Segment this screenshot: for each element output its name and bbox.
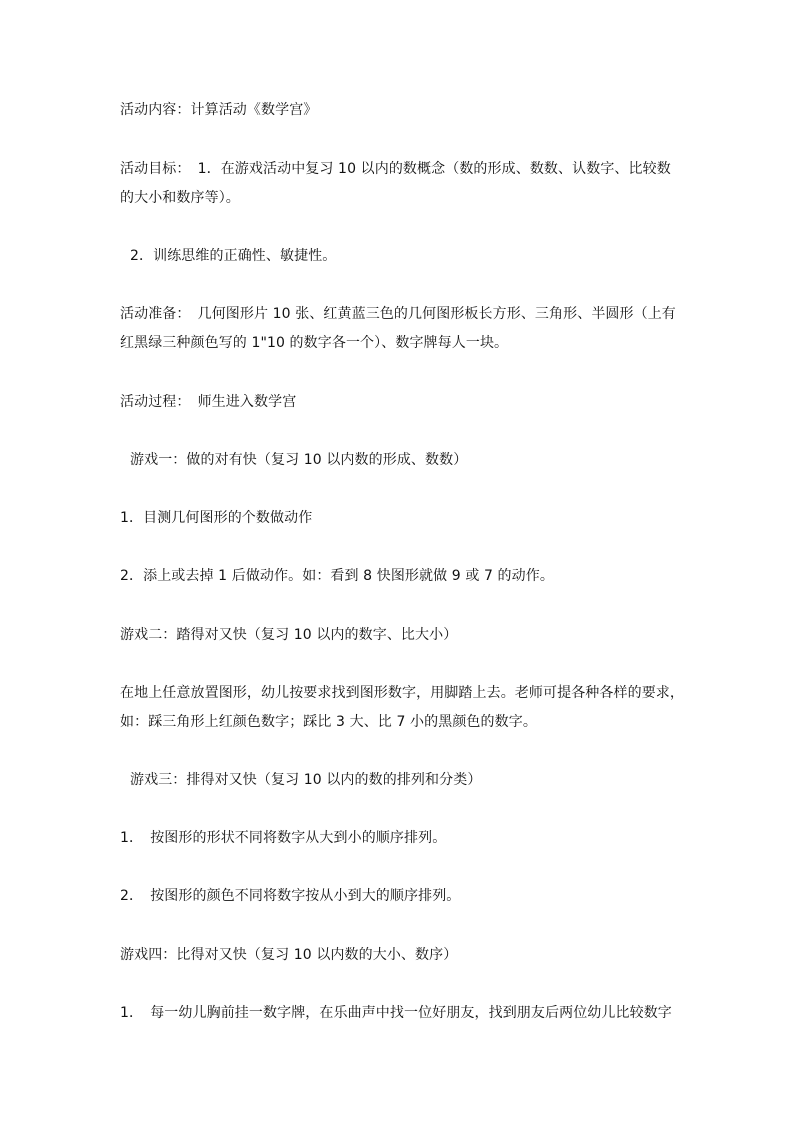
game-one-step-2: 2．添上或去掉 1 后做动作。如：看到 8 快图形就做 9 或 7 的动作。	[120, 568, 554, 584]
game-two-description: 在地上任意放置图形，幼儿按要求找到图形数字，用脚踏上去。老师可提各种各样的要求，	[120, 685, 684, 701]
game-four-heading: 游戏四：比得对又快（复习 10 以内数的大小、数序）	[120, 947, 458, 963]
goal-item-2: 2．训练思维的正确性、敏捷性。	[130, 248, 337, 264]
activity-content-line: 活动内容：计算活动《数学宫》	[120, 102, 318, 118]
activity-goal-continuation: 的大小和数序等）。	[120, 190, 240, 206]
activity-process-line: 活动过程： 师生进入数学宫	[120, 394, 297, 410]
activity-goal-line: 活动目标： 1．在游戏活动中复习 10 以内的数概念（数的形成、数数、认数字、比较数	[120, 161, 671, 177]
game-one-step-1: 1．目测几何图形的个数做动作	[120, 510, 313, 526]
game-two-description-continuation: 如：踩三角形上红颜色数字；踩比 3 大、比 7 小的黑颜色的数字。	[120, 714, 537, 730]
game-three-heading: 游戏三：排得对又快（复习 10 以内的数的排列和分类）	[130, 772, 482, 788]
activity-preparation-line: 活动准备： 几何图形片 10 张、红黄蓝三色的几何图形板长方形、三角形、半圆形（上有	[120, 306, 676, 322]
game-three-step-2: 2． 按图形的颜色不同将数字按从小到大的顺序排列。	[120, 888, 461, 904]
game-four-step-1: 1． 每一幼儿胸前挂一数字牌，在乐曲声中找一位好朋友，找到朋友后两位幼儿比较数字	[120, 1005, 672, 1021]
game-one-heading: 游戏一：做的对有快（复习 10 以内数的形成、数数）	[130, 452, 468, 468]
game-two-heading: 游戏二：踏得对又快（复习 10 以内的数字、比大小）	[120, 627, 458, 643]
game-three-step-1: 1． 按图形的形状不同将数字从大到小的顺序排列。	[120, 830, 447, 846]
activity-preparation-continuation: 红黑绿三种颜色写的 1"10 的数字各一个）、数字牌每人一块。	[120, 335, 509, 351]
